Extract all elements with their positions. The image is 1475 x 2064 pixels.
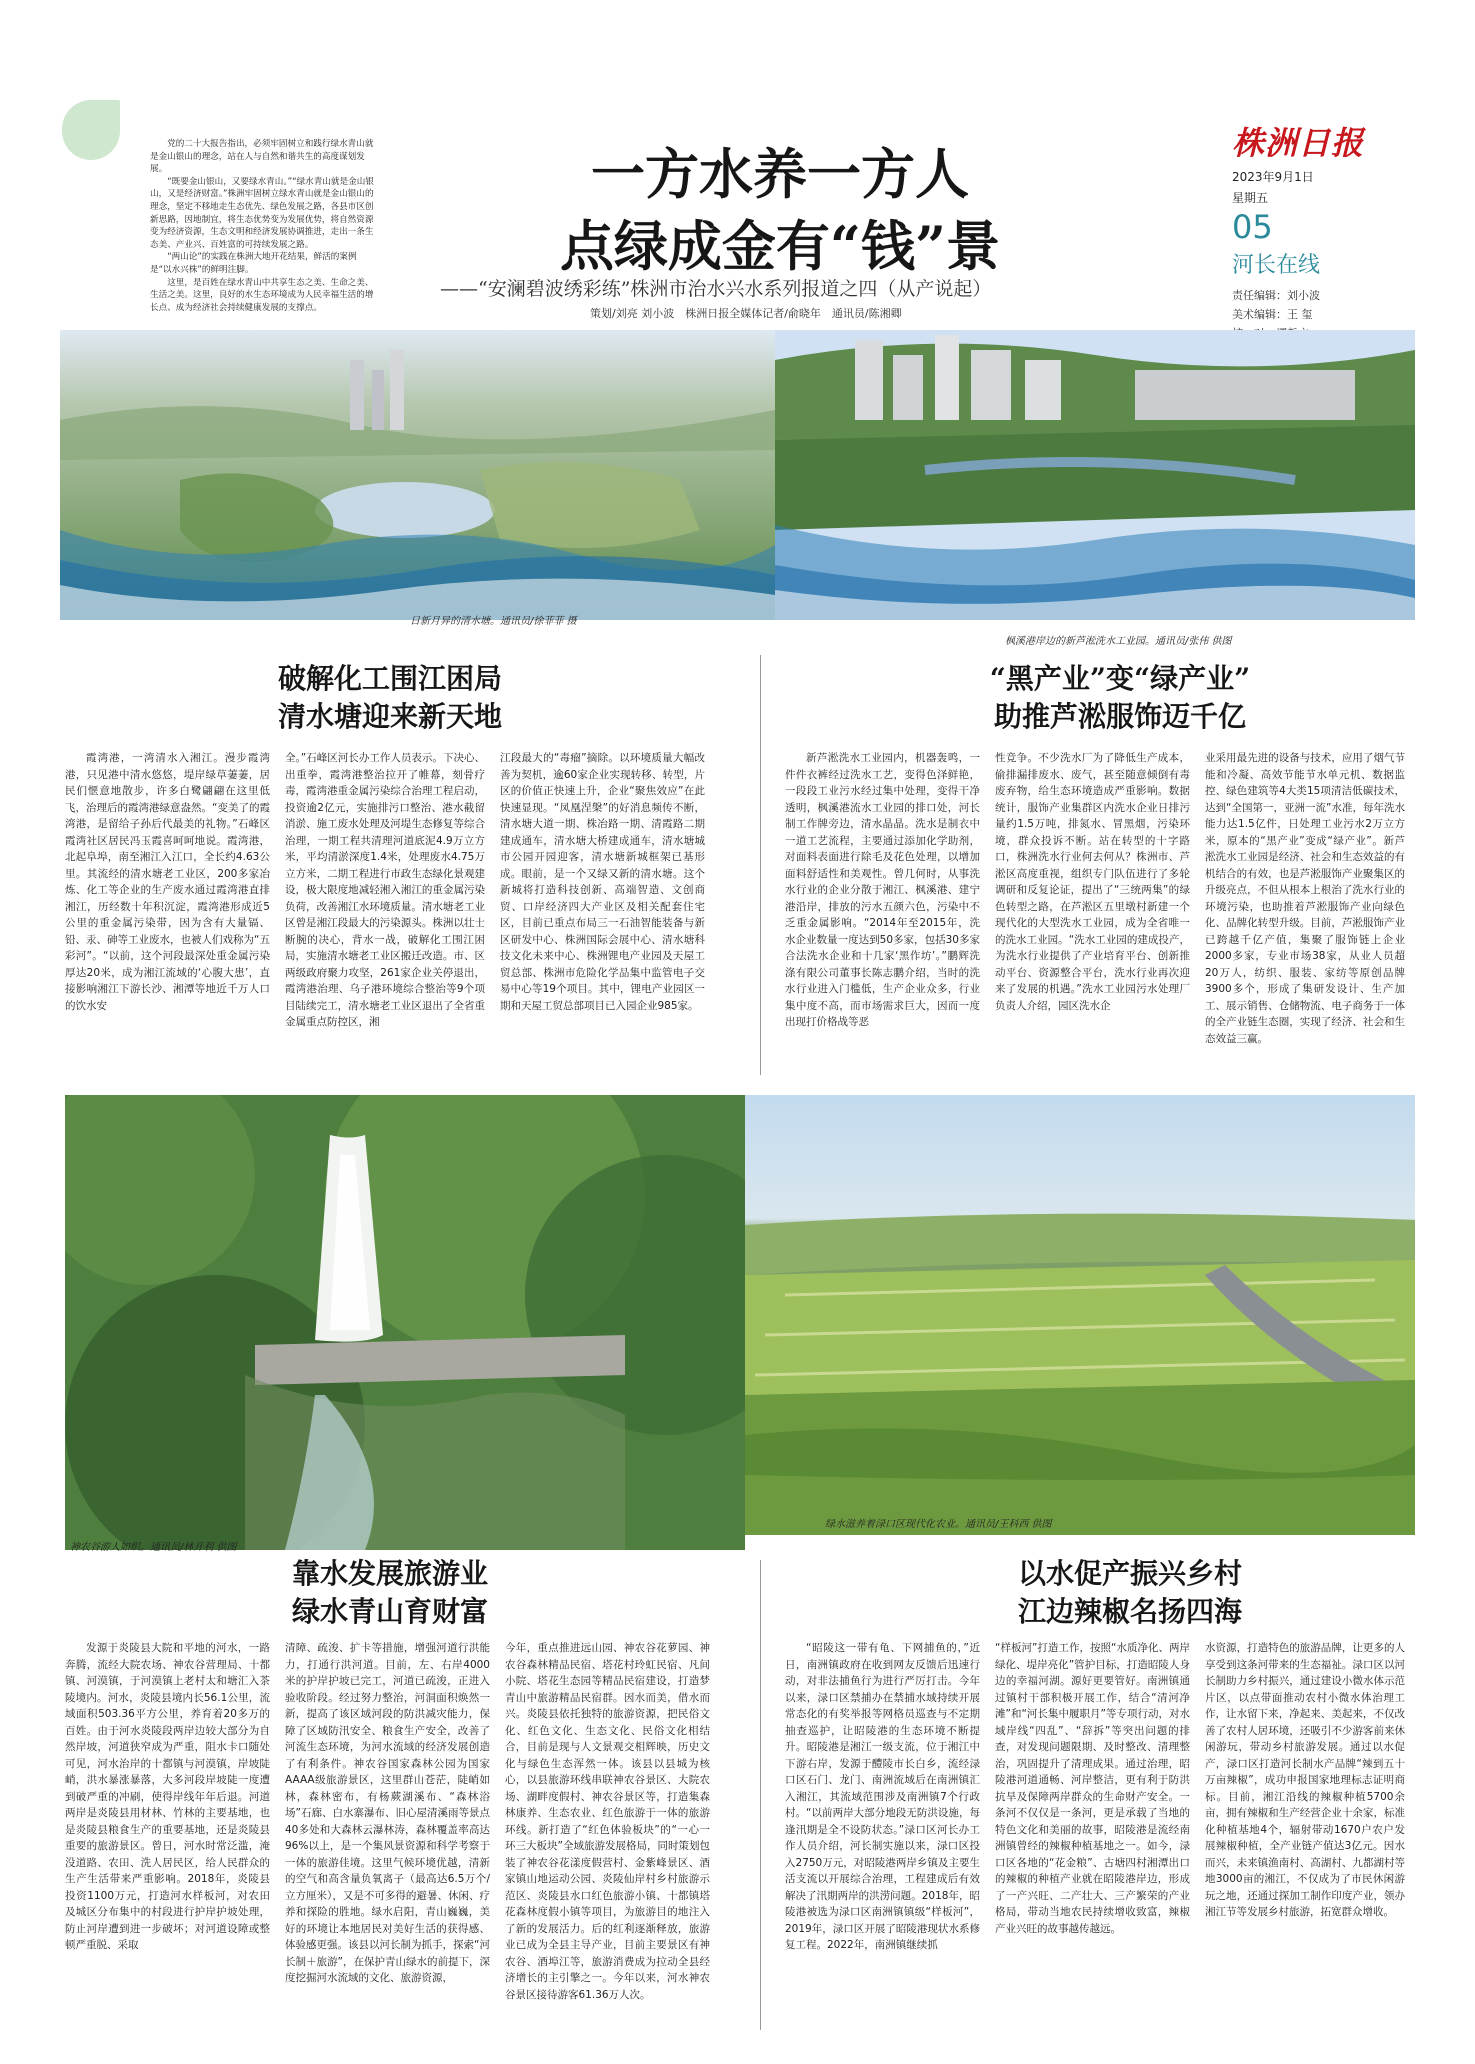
lead-intro (150, 138, 376, 314)
photo-qingshuitang-aerial (60, 330, 775, 620)
section1-column: 霞湾港，一湾清水入湘江。漫步霞湾港，只见港中清水悠悠，堤岸绿草萋萋，居民们惬意地散步，许多白鹭翩翩在这里低飞，治理后的霞湾港绿意盎然。“变美了的霞湾港，是留给子孙后代最美的礼物。”石峰区霞湾社区居民冯玉霞喜呵呵地说。霞湾港，北起阜埠，南至湘江入江口，全长约4.63公里。其流经的清水塘老工业区，200多家冶炼、化工等企业的生产废水通过霞湾港直排湘江，历经数十年积沉淀，霞湾港形成近5公里的重金属污染带，因为含有大量镉、铅、汞、砷等工业废水，也被人们戏称为“五彩河”。“以前，这个河段最深处重金属污染厚达20米，成为湘江流域的‘心腹大患’，直接影响湘江下游长沙、湘潭等地近千万人口的饮水安 (65, 752, 270, 1012)
lead-subtitle: ——“安澜碧波绣彩练”株洲市治水兴水系列报道之四（从产说起） (440, 278, 992, 300)
photo-caption: 神农谷游人如织。通讯员/林开利 供图 (70, 1542, 237, 1553)
section1-title-line1: 破解化工围江困局 (277, 662, 502, 695)
editor-credit: 责任编辑：刘小波 (1232, 289, 1320, 302)
photo-washing-industrial-park (775, 330, 1415, 620)
section3-title-line1: 靠水发展旅游业 (291, 1557, 488, 1590)
photo-lukou-farmland (745, 1095, 1415, 1535)
section2-title (910, 660, 1330, 736)
section3-column: 发源于炎陵县大院和平地的河水，一路奔腾，流经大院农场、神农谷营理局、十都镇、河漠镇，于河漠镇上老村太和塘汇入茶陵境内。河水，炎陵县境内长56.1公里，流域面积503.36平方公里，养育着20多万的百姓。由于河水炎陵段两岸边较大部分为自然岸坡，河道狭窄成为严重，阻水卡口随处可见，河水治岸的十都镇与河漠镇，岸坡陡峭，洪水暴涨暴落，大多河段岸坡陡一度遭到破严重的冲刷，使得岸线年年后退。河道两岸是炎陵县用材林、竹林的主要基地，也是炎陵县粮食生产的重要基地，还是炎陵县重要的旅游景区。曾日，河水时常泛滥，淹没道路、农田、洗人居民区，给人民群众的生产生活带来严重影响。2018年，炎陵县投资1100万元，打造河水样板河，对农田及城区分布集中的村段进行护岸护坡处理，防止河岸遭到进一步破坏；对河道设障或整顿严重脱、采取 (65, 1642, 270, 1951)
photo-shennong-valley-waterfall (65, 1095, 745, 1550)
lead-byline: 策划/刘亮 刘小波 株洲日报全媒体记者/俞晓年 通讯员/陈湘卿 (590, 307, 902, 320)
lead-title-line2: 点绿成金有“钱”景 (559, 214, 1001, 278)
section2-column: 业采用最先进的设备与技术，应用了烟气节能和冷凝、高效节能节水单元机、数据监控、绿色建筑等4大类15项清洁低碳技术，达到“全国第一，亚洲一流”水准，每年洗水能力达1.5亿件，日处理工业污水2万立方米，原本的“黑产业”变成“绿产业”。新芦淞洗水工业园是经济、社会和生态效益的有机结合的有效，也是芦淞服饰产业聚集区的升级亮点，不但从根本上根治了洗水行业的环境污染，也助推着芦淞服饰产业向绿色化、品牌化转型升级。目前，芦淞服饰产业已跨越千亿产值，集聚了服饰链上企业2000多家，专业市场38家，从业人员超20万人，纺织、服装、家纺等原创品牌3900多个，形成了集研发设计、生产加工、展示销售、仓储物流、电子商务于一体的全产业链生态圈，实现了经济、社会和生态效益三赢。 (1205, 752, 1405, 1045)
section2-title-line1: “黑产业”变“绿产业” (989, 662, 1251, 695)
section4-column: 水资源，打造特色的旅游品牌，让更多的人享受到这条河带来的生态福祉。渌口区以河长制助力乡村振兴，通过建设小微水体示范片区，以点带面推动农村小微水体治理工作，让水留下来，净起来、美起来，不仅改善了农村人居环境，还吸引不少游客前来休闲游玩，带动乡村旅游发展。通过以水促产，渌口区打造河长制水产品牌“辣到五十万亩辣椒”，成功申报国家地理标志证明商标。目前，湘江沿线的辣椒种植5700余亩，拥有辣椒和生产经营企业十余家，标准化种植基地4个，辐射带动1670户农户发展辣椒种植，全产业链产值达3亿元。因水而兴，未来镇渔南村、高湖村、九都湖村等地3000亩的湘江，不仅成为了市民休闲游玩之地，还通过探加工制作印度产业，领办湘江节等发展乡村旅游，拓宽群众增收。 (1205, 1642, 1405, 1918)
section1-column: 江段最大的“毒瘤”摘除。以环境质量大幅改善为契机，逾60家企业实现转移、转型，片区的价值正快速上升，企业“聚焦效应”在此快速显现。“凤凰涅槃”的好消息频传不断，清水塘大道一期、株冶路一期、清霞路二期建成通车，清水塘大桥建成通车，清水塘城市公园开园迎客，清水塘新城框架已基形成。眼前，是一个又绿又新的清水塘。这个新城将打造科技创新、高端智造、文创商贸、口岸经济四大产业区及相关配套住宅区，目前已重点布局三一石油智能装备与新区研发中心、株洲国际会展中心、清水塘科技文化未来中心、株洲锂电产业园及天屋工贸总部、株洲市危险化学品集中监管电子交易中心等19个项目。其中，锂电产业园区一期和天屋工贸总部项目已入园企业985家。 (500, 752, 705, 1012)
issue-weekday: 星期五 (1232, 191, 1269, 205)
issue-date: 2023年9月1日 (1232, 170, 1314, 184)
masthead (1232, 118, 1397, 341)
intro-paragraph: “两山论”的实践在株洲大地开花结果，鲜活的案例是“以水兴株”的鲜明注脚。 (150, 252, 357, 275)
section4-column: “昭陵这一带有龟、下网捕鱼的，”近日，南洲镇政府在收到网友反馈后迅速行动，对非法捕鱼行为进行严厉打击。今年以来，渌口区禁捕办在禁捕水域持续开展常态化的有奖举报等网格员巡查与不定期抽查巡护，让昭陵港的生态环境不断提升。昭陵港是湘江一级支流，位于湘江中下游右岸，发源于醴陵市长白乡，流经渌口区石门、龙门、南洲流域后在南洲镇汇入湘江，其流域范围涉及南洲镇7个行政村。“以前两岸大部分地段无防洪设施，每逢汛期是全不设防状态。”渌口区河长办工作人员介绍，河长制实施以来，渌口区投入2750万元，对昭陵港两岸乡镇及主要生活支流以开展综合治理，工程建成后有效解决了汛期两岸的洪涝问题。2018年，昭陵港被选为渌口区南洲镇镇级“样板河”，2019年，渌口区开展了昭陵港现状水系修复工程。2022年，南洲镇继续抓 (785, 1642, 980, 1951)
section3-title-line2: 绿水青山育财富 (291, 1595, 488, 1628)
section1-column: 全。”石峰区河长办工作人员表示。下决心、出重拳，霞湾港整治拉开了帷幕，刻骨疗毒，霞湾港重金属污染综合治理工程启动，投资逾2亿元，实施排污口整治、港水截留消淤、施工废水处理及河堤生态修复等综合治理，一期工程共清理河道底泥4.9万立方米，平均清淤深度1.4米，处理废水4.75万立方米，二期工程进行市政生态绿化景观建设，极大限度地减轻湘入湘江的重金属污染负荷，改善湘江水环境质量。清水塘老工业区曾是湘江段最大的污染源头。株洲以壮士断腕的决心，背水一战，破解化工围江困局，实施清水塘老工业区搬迁改造。市、区两级政府聚力攻坚，261家企业关停退出，霞湾港治理、乌子港环境综合整治等9个项目陆续完工，清水塘老工业区退出了全省重金属重点防控区，湘 (285, 752, 485, 1028)
section4-title-line1: 以水促产振兴乡村 (1017, 1557, 1242, 1590)
section4-column: “样板河”打造工作，按照“水质净化、两岸绿化、堤岸亮化”管护目标，打造昭陵人身边的幸福河湖。源好更要管好。南洲镇通过镇村干部积极开展工作，结合“清河净滩”和“河长集中履职月”等专项行动，对水域岸线“四乱”、“辞拆”等突出问题的排查，对发现问题限期、及时整改、清理整治，巩固提升了清理成果。通过治理，昭陵港河道通畅、河岸整洁，更有利于防洪抗旱及保障两岸群众的生命财产安全。一条河不仅仅是一条河，更是承载了当地的特色文化和美丽的故事，昭陵港是流经南洲镇曾经的辣椒种植基地之一。如今，渌口区各地的“花金粮”、古塘四村湘潭出口的辣椒的种植产业就在昭陵港岸边，形成了一产兴旺、二产壮大、三产繁荣的产业格局，带动当地农民持续增收致富，辣椒产业兴旺的故事越传越远。 (995, 1642, 1190, 1935)
section3-column: 今年，重点推进远山园、神农谷花萝园、神农谷森林精品民宿、塔花村玲虹民宿、凡间小院、塔花生态园等精品民宿建设，打造梦青山中旅游精品民宿群。因水而美，借水而兴。炎陵县依托独特的旅游资源，把民俗文化、红色文化、生态文化、民俗文化相结合，目前是现与人文景观交相辉映，历史文化与绿色生态浑然一体。该县以县城为核心，以县旅游环线串联神农谷景区、大院农场、湖畔度假村、神农谷景区等，打造集森林康养、生态农业、红色旅游于一体的旅游环线。新打造了“红色体验板块”的“一心一环三大板块”全域旅游发展格局，同时策划包装了神农谷花漾度假营村、金紫峰景区、酒家镇山地运动公园、炎陵仙岸村乡村旅游示范区、炎陵县水口红色旅游小镇、十都镇塔花森林度假小镇等项目，为旅游目的地注入了新的发展活力。后的红利逐渐释放，旅游业已成为全县主导产业，目前主要景区有神农谷、酒埠江等，旅游消费成为拉动全县经济增长的主引擎之一。今年以来，河水神农谷景区接待游客61.36万人次。 (505, 1642, 710, 2001)
lead-title-line1: 一方水养一方人 (591, 142, 969, 206)
section-name: 河长在线 (1232, 253, 1321, 278)
section4-title-line2: 江边辣椒名扬四海 (1017, 1595, 1242, 1628)
section3-column: 清障、疏浚、扩卡等措施，增强河道行洪能力，打通行洪河道。目前，左、右岸4000米的护岸护坡已完工，河道已疏浚，正进入验收阶段。经过努力整治，河洞面积焕然一新，提高了该区域河段的防洪减灾能力，保障了区域防汛安全、粮食生产安全，改善了河流生态环境，为河水流域的经济发展创造了有利条件。神农谷国家森林公园为国家AAAA级旅游景区，这里群山苍茫，陡峭如林，森林密布，有杨蕨湖溪布、“森林浴场”石廊、白水寨瀑布、旧心屋清溪雨等景点40多处和大森林云瀑林涛，森林覆盖率高达96%以上，是一个集风景资源和科学考察于一体的旅游佳境。这里气候环境优越，清新的空气和高含量负氧离子（最高达6.5万个/立方厘米），又是不可多得的避暑、休闲、疗养和探险的胜地。绿水启阳，青山巍巍，美好的环境让本地居民对美好生活的获得感、体验感更强。该县以河长制为抓手，探索“河长制＋旅游”，在保护青山绿水的前提下，深度挖掘河水流域的文化、旅游资源， (285, 1642, 490, 1984)
editor-credit: 美术编辑：王 玺 (1232, 308, 1313, 321)
intro-paragraph: “既要金山银山，又要绿水青山。”“绿水青山就是金山银山，又是经济财富。”株洲牢固树立绿水青山就是金山银山的理念，坚定不移地走生态优先、绿色发展之路，各县市区创新思路，因地制宜，将生态优势变为发展优势，将自然资源变为经济资源，生态文明和经济发展协调推进，走出一条生态美、产业兴、百姓富的可持续发展之路。 (150, 176, 374, 250)
decorative-leaf-shape (62, 100, 120, 160)
newspaper-logo: 株洲日报 (1232, 124, 1365, 162)
photo-caption: 枫溪港岸边的新芦淞洗水工业园。通讯员/张伟 供图 (1005, 636, 1232, 647)
section2-column: 性竞争。不少洗水厂为了降低生产成本，偷排漏排废水、废气，甚至随意倾倒有毒废弃物，给生态环境造成严重影响。数据统计，服饰产业集群区内洗水企业日排污量约1.5万吨，排氮水、冒黑烟，污染环境，群众投诉不断。站在转型的十字路口，株洲洗水行业何去何从？株洲市、芦淞区高度重视，组织专门队伍进行了多轮调研和反复论证，提出了“三统两集”的绿色转型之路，在芦淞区五里墩村新建一个现代化的大型洗水工业园，成为全省唯一的洗水工业园。“洗水工业园的建成投产，为洗水行业提供了产业培育平台、创新推动平台、资源整合平台，洗水行业再次迎来了发展的机遇。”洗水工业园污水处理厂负责人介绍，园区洗水企 (995, 752, 1190, 1012)
section4-title (930, 1555, 1330, 1631)
column-divider (760, 1560, 761, 2030)
section1-title-line2: 清水塘迎来新天地 (277, 700, 502, 733)
section2-title-line2: 助推芦淞服饰迈千亿 (993, 700, 1246, 733)
intro-paragraph: 这里，是百姓在绿水青山中共享生态之美、生命之美、生活之美。这里，良好的水生态环境成为人民幸福生活的增长点、成为经济社会持续健康发展的支撑点。 (150, 277, 374, 313)
page-number: 05 (1232, 208, 1273, 246)
section2-column: 新芦淞洗水工业园内，机器轰鸣，一件件衣裤经过洗水工艺，变得色泽鲜艳，一段段工业污水经过集中处理，变得干净透明，枫溪港流水工业园的排口处，河长制工作牌旁边，清水晶晶。洗水是制衣中一道工艺流程，主要通过添加化学助剂，对面料表面进行除毛及花色处理，以增加面料舒适性和美观性。曾几何时，从事洗水行业的企业分散于湘江、枫溪港、建宁港沿岸，排放的污水五颜六色，污染中不乏重金属影响。“2014年至2015年，洗水企业数量一度达到50多家，包括30多家合法洗水企业和十几家‘黑作坊’。”鹏辉洗涤有限公司董事长陈志鹏介绍，当时的洗水行业进入门槛低，生产企业众多，行业集中度不高，而市场需求巨大，因而一度出现打价格战等恶 (785, 752, 980, 1028)
photo-caption: 日新月异的清水塘。通讯员/徐菲菲 摄 (410, 616, 577, 627)
section3-title (190, 1555, 590, 1631)
lead-title (520, 138, 1040, 282)
intro-paragraph: 党的二十大报告指出，必须牢固树立和践行绿水青山就是金山银山的理念，站在人与自然和谐共生的高度谋划发展。 (150, 139, 374, 175)
photo-caption: 绿水滋养着渌口区现代化农业。通讯员/王科西 供图 (825, 1519, 1052, 1530)
section1-title (190, 660, 590, 736)
column-divider (760, 655, 761, 1075)
